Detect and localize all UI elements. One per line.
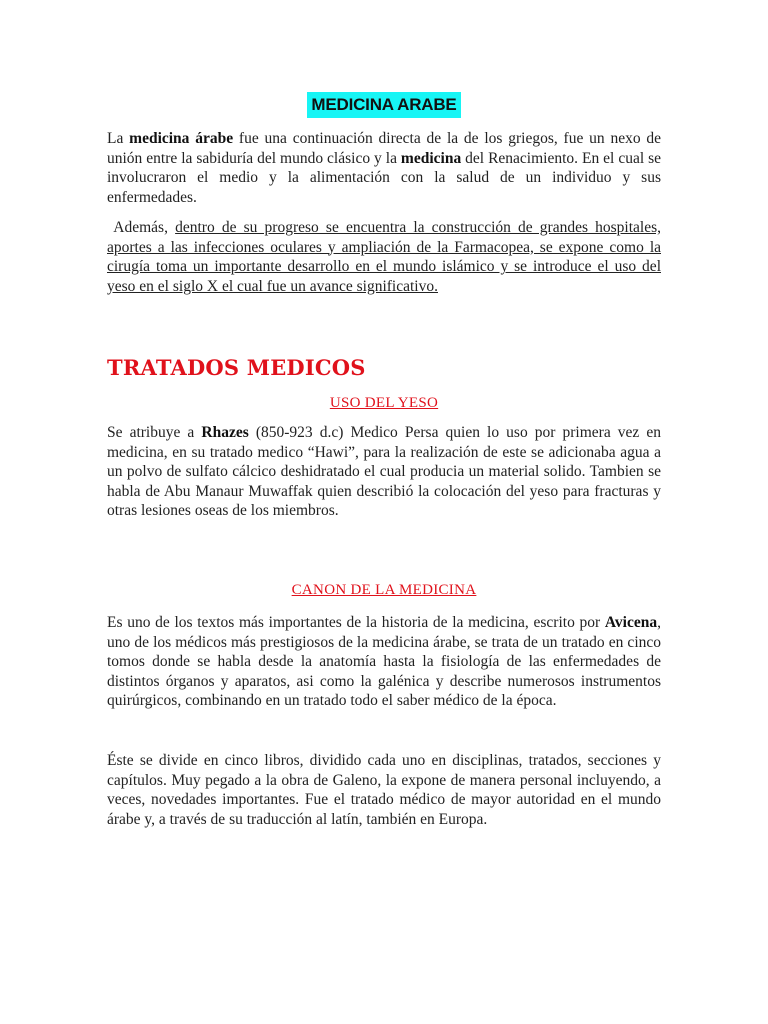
title-wrapper [107,92,661,118]
yeso-text-2: (850-923 d.c) Medico Persa quien lo uso por primera vez en medicina, en su tratado medico “Hawi”, para la realización de este se adicionaba agua a un polvo de sulfato cálcico deshidratado el cual producia un material solido. Tambien se habla de Abu Manaur Muwaffak quien describió la colocación del yeso para fracturas y otras lesiones oseas de los miembros. [107,424,661,520]
intro-text-3: del Renacimiento. En el cual se involucraron el medio y la alimentación con la salud de un individuo y sus enfermedades. [107,149,662,206]
progress-lead: Además, [107,219,176,236]
section-title: TRATADOS MEDICOS [107,355,366,380]
yeso-bold-1: Rhazes [201,424,249,441]
canon-text-2: , uno de los médicos más prestigiosos de la medicina árabe, se trata de un tratado en cinco tomos donde se habla desde la anatomía hasta la fisiología de las enfermedades de distintos órganos y aparatos, asi como la galénica y describe numerosos instrumentos quirúrgicos, combinando en un tratado todo el saber médico de la época. [107,614,661,710]
yeso-heading: USO DEL YESO [329,395,439,411]
yeso-text-1: Se atribuye a [107,424,202,441]
intro-text-2: fue una continuación directa de la de los griegos, fue un nexo de unión entre la sabiduría del mundo clásico y la [107,130,662,167]
yeso-paragraph [107,423,661,521]
intro-text-1: La [107,130,130,147]
canon-heading: CANON DE LA MEDICINA [291,582,477,598]
intro-bold-1: medicina árabe [129,130,234,147]
intro-bold-2: medicina [400,149,462,167]
canon-paragraph-1 [107,613,661,711]
progress-underlined-text: dentro de su progreso se encuentra la construcción de grandes hospitales, aportes a las infecciones oculares y ampliación de la Farmacopea, se expone como la cirugía toma un importante desarrollo en el mundo islámico y se introduce el uso del yeso en el siglo X el cual fue un avance significativo. [107,219,662,295]
canon-paragraph-2: Éste se divide en cinco libros, dividido cada uno en disciplinas, tratados, secciones y capítulos. Muy pegado a la obra de Galeno, la expone de manera personal incluyendo, a veces, novedades importantes. Fue el tratado médico de mayor autoridad en el mundo árabe y, a través de su traducción al latín, también en Europa. [107,752,661,828]
intro-paragraph [107,129,661,207]
canon-bold-1: Avicena [604,614,658,631]
progress-paragraph [107,218,661,296]
page-title: MEDICINA ARABE [307,92,460,118]
canon-text-1: Es uno de los textos más importantes de la historia de la medicina, escrito por [107,614,605,631]
